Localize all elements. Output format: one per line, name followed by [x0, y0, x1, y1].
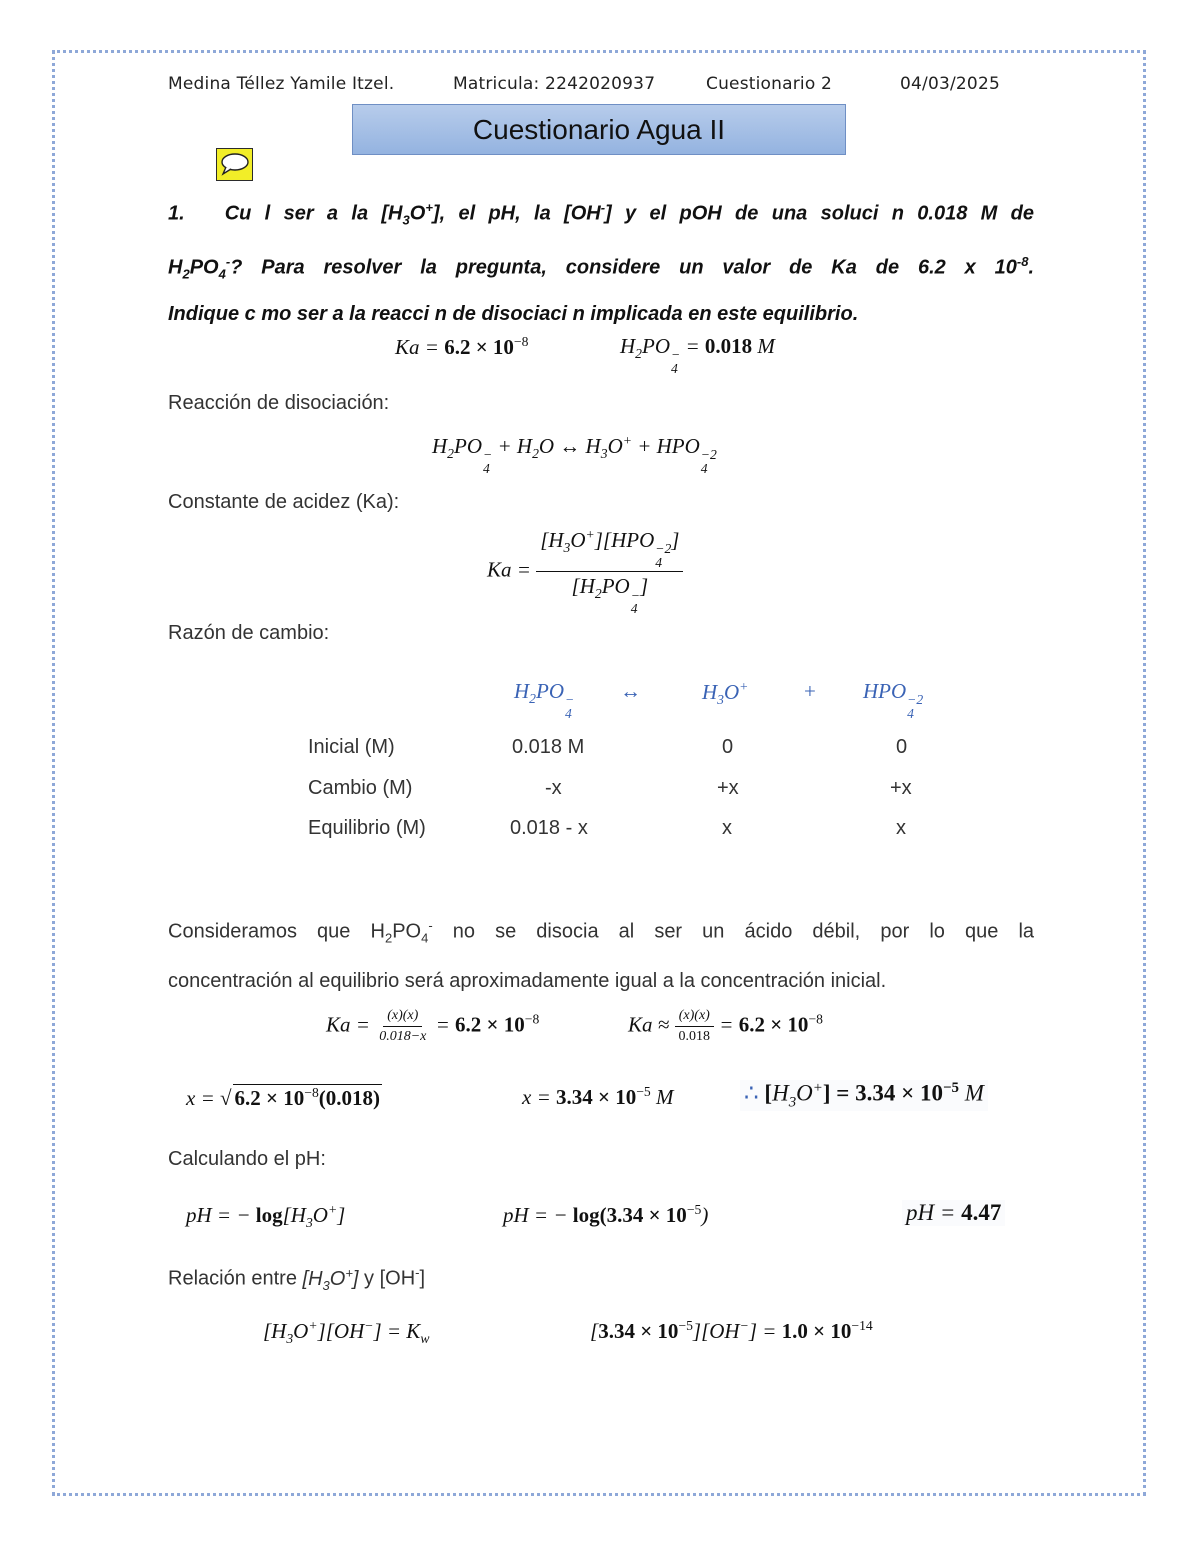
ice-cell: -x [545, 777, 562, 799]
ice-cell: x [722, 817, 732, 839]
ice-cell: 0.018 M [512, 736, 585, 758]
ice-cell: 0 [896, 736, 908, 758]
calc-ph-label: Calculando el pH: [168, 1148, 326, 1170]
ice-cell: +x [890, 777, 912, 799]
relation-label: Relación entre $[H_3O^+]$ y [OH-] [168, 1265, 426, 1293]
ice-header-plus: + [804, 679, 816, 703]
ice-row-label: Equilibrio (M) [308, 817, 426, 839]
acidity-label: Constante de acidez (Ka): [168, 491, 400, 513]
x-sqrt-equation: x = √ $6.2 \times 10^{-8}(0.018)$ [186, 1085, 381, 1110]
ice-row-label: Cambio (M) [308, 777, 413, 799]
ka-approx-equation: Ka ≈ $\frac{(x)(x)}{0.018}$ = $6.2 \times 10^{-8}$ [628, 1008, 823, 1044]
kw-substitution: $[3.34 \times 10^{-5}][OH^-] = 1.0 \times 10^{-14}$ [590, 1318, 873, 1343]
questionnaire-number: Cuestionario 2 [706, 74, 833, 94]
question-text: 1. Cu l ser a la $[H_3O^+]$, el pH, la [OH-] y el pOH de una soluci n 0.018 M de $H_2PO_4^-$? Para resolver la pregunta, considere un valor de Ka de 6.2 x $10^{-8}$. Indique c mo ser a la reacci n de disociaci n implicada en este equilibrio. [168, 200, 1035, 326]
document-title-text: Cuestionario Agua II [472, 113, 726, 145]
ka-expression: Ka = $[H_3O^+][HPO$ −2 4 ] [$H_2PO$ − 4 ] [487, 527, 683, 616]
x-value-equation: $x = 3.34 \times 10^{-5}$ M [522, 1084, 674, 1109]
dissociation-equation: $H_2PO$ − 4 + $H_2O$ ↔ $H_3O^+$ + HPO −2 4 [432, 433, 717, 476]
given-concentration: $H_2PO$ − 4 = 0.018 M [620, 334, 775, 376]
ice-header-hydronium: $H_3O^+$ [702, 679, 749, 708]
ice-header-reactant: $H_2PO$ − 4 [514, 679, 575, 721]
ice-cell: 0 [722, 736, 734, 758]
ice-cell: +x [717, 777, 739, 799]
document-title [352, 104, 846, 155]
ice-header-product: HPO −2 4 [863, 679, 924, 721]
ice-header-arrow: ↔ [620, 679, 641, 703]
change-ratio-label: Razón de cambio: [168, 622, 330, 644]
comment-icon[interactable] [216, 148, 253, 181]
hydronium-result: ∴ $[H_3O^+] = 3.34 \times 10^{-5}$ M [740, 1080, 988, 1111]
ice-cell: x [896, 817, 906, 839]
date: 04/03/2025 [900, 74, 1000, 94]
ka-exact-equation: Ka = $\frac{(x)(x)}{0.018-x}$ = $6.2 \times 10^{-8}$ [326, 1008, 540, 1044]
kw-formula: $[H_3O^+][OH^-] = K_w$ [263, 1318, 430, 1347]
reaction-label: Reacción de disociación: [168, 392, 390, 414]
student-name: Medina Téllez Yamile Itzel. [168, 74, 395, 94]
matricula: Matricula: 2242020937 [453, 74, 656, 94]
ph-formula: pH = − $\log[H_3O^+]$ [186, 1202, 346, 1231]
assumption-paragraph: Consideramos que $H_2PO_4^-$ no se disocia al ser un ácido débil, por lo que la concentración al equilibrio será aproximadamente igual a la concentración inicial. [168, 918, 1035, 992]
ice-cell: 0.018 - x [510, 817, 588, 839]
ph-substitution: pH = − $\log(3.34 \times 10^{-5})$ [503, 1202, 709, 1227]
ph-result: pH = 4.47 [902, 1200, 1005, 1226]
given-ka: $Ka = 6.2 \times 10^{-8}$ [395, 334, 529, 359]
ice-row-label: Inicial (M) [308, 736, 395, 758]
